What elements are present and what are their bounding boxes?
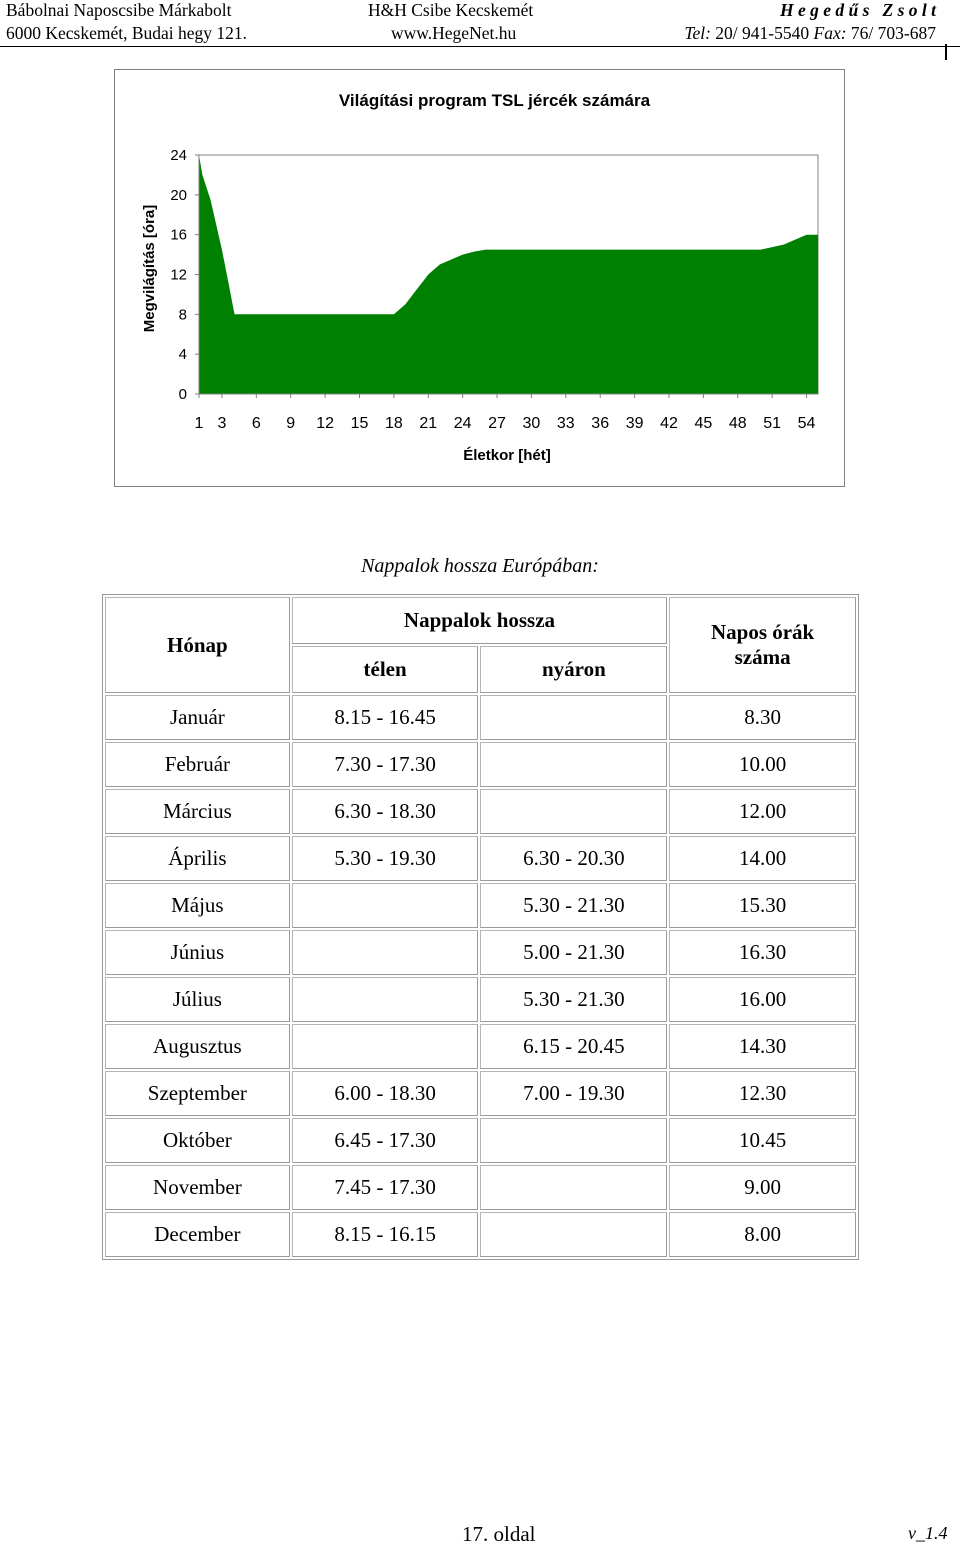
- cell-winter: [292, 883, 479, 928]
- table-row: [105, 883, 856, 928]
- x-tick-label: 12: [316, 415, 334, 432]
- chart-svg: [115, 70, 844, 486]
- x-tick-label: 51: [763, 415, 782, 432]
- cell-winter: 5.30 - 19.30: [292, 836, 479, 881]
- cell-summer: 5.00 - 21.30: [480, 930, 667, 975]
- cell-month: December: [105, 1212, 290, 1257]
- cell-month: Április: [105, 836, 290, 881]
- cell-winter: 6.30 - 18.30: [292, 789, 479, 834]
- cell-hours: 8.00: [669, 1212, 856, 1257]
- contact-line: [684, 23, 936, 43]
- cell-hours: 16.00: [669, 977, 856, 1022]
- cell-summer: [480, 695, 667, 740]
- cell-month: Január: [105, 695, 290, 740]
- cell-winter: [292, 1024, 479, 1069]
- x-tick-label: 27: [488, 415, 506, 432]
- cell-month: Szeptember: [105, 1071, 290, 1116]
- y-tick-label: 4: [178, 346, 187, 364]
- table-body: [105, 695, 856, 1257]
- cell-month: Február: [105, 742, 290, 787]
- header-summer: nyáron: [480, 646, 667, 693]
- table-row: [105, 742, 856, 787]
- header-sunny-hours-line1: Napos órák: [710, 620, 815, 644]
- cell-hours: 9.00: [669, 1165, 856, 1210]
- y-tick-label: 8: [178, 306, 187, 324]
- fax-label: Fax:: [813, 23, 847, 43]
- version-label: v_1.4: [908, 1523, 948, 1543]
- cell-month: Október: [105, 1118, 290, 1163]
- table-row: [105, 1212, 856, 1257]
- cell-summer: 6.15 - 20.45: [480, 1024, 667, 1069]
- table-row: [105, 1024, 856, 1069]
- cell-summer: 5.30 - 21.30: [480, 977, 667, 1022]
- x-tick-label: 9: [286, 415, 296, 432]
- cell-hours: 14.30: [669, 1024, 856, 1069]
- header-day-length: Nappalok hossza: [292, 597, 668, 644]
- company-name: H&H Csibe Kecskemét: [368, 0, 534, 20]
- daylight-table: [102, 594, 859, 1260]
- cell-winter: 7.45 - 17.30: [292, 1165, 479, 1210]
- cell-hours: 8.30: [669, 695, 856, 740]
- cell-summer: [480, 1212, 667, 1257]
- website-link[interactable]: www.HegeNet.hu: [391, 23, 517, 43]
- cell-month: Augusztus: [105, 1024, 290, 1069]
- cell-summer: [480, 1118, 667, 1163]
- lighting-program-chart: [114, 69, 845, 487]
- cell-hours: 14.00: [669, 836, 856, 881]
- cell-hours: 12.30: [669, 1071, 856, 1116]
- page-number: 17. oldal: [462, 1522, 536, 1546]
- table-caption: Nappalok hossza Európában:: [361, 555, 599, 577]
- cell-month: Június: [105, 930, 290, 975]
- table-row: [105, 695, 856, 740]
- tel-label: Tel:: [684, 23, 711, 43]
- cell-winter: 6.00 - 18.30: [292, 1071, 479, 1116]
- x-tick-label: 54: [797, 415, 816, 432]
- x-tick-label: 48: [728, 415, 747, 432]
- x-tick-label: 21: [419, 415, 438, 432]
- header-month: Hónap: [105, 597, 290, 693]
- cell-hours: 10.00: [669, 742, 856, 787]
- y-tick-label: 24: [170, 147, 187, 164]
- x-tick-label: 1: [194, 415, 204, 432]
- cell-summer: 7.00 - 19.30: [480, 1071, 667, 1116]
- cell-summer: 6.30 - 20.30: [480, 836, 667, 881]
- x-tick-label: 15: [350, 415, 369, 432]
- chart-title: Világítási program TSL jércék számára: [338, 91, 651, 110]
- cell-month: Május: [105, 883, 290, 928]
- table-row: [105, 789, 856, 834]
- table-header-row: [105, 597, 856, 644]
- header-divider-tick: [945, 44, 947, 60]
- cell-hours: 15.30: [669, 883, 856, 928]
- x-tick-label: 6: [251, 415, 261, 432]
- header-divider: [0, 46, 960, 47]
- table-row: [105, 1165, 856, 1210]
- y-axis-label: Megvilágítás [óra]: [141, 204, 158, 333]
- y-tick-label: 16: [170, 226, 187, 244]
- fax-number: 76/ 703-687: [850, 23, 936, 43]
- cell-month: Július: [105, 977, 290, 1022]
- cell-winter: 7.30 - 17.30: [292, 742, 479, 787]
- x-axis-label: Életkor [hét]: [463, 447, 551, 464]
- table-row: [105, 977, 856, 1022]
- x-tick-label: 39: [625, 415, 644, 432]
- x-tick-label: 18: [384, 415, 403, 432]
- table-row: [105, 930, 856, 975]
- address: 6000 Kecskemét, Budai hegy 121.: [6, 23, 248, 43]
- shop-name: Bábolnai Naposcsibe Márkabolt: [6, 0, 232, 20]
- tel-number: 20/ 941-5540: [715, 23, 810, 43]
- header-sunny-hours: [669, 597, 856, 693]
- x-tick-label: 24: [453, 415, 472, 432]
- cell-summer: [480, 742, 667, 787]
- cell-winter: 8.15 - 16.45: [292, 695, 479, 740]
- x-tick-label: 3: [217, 415, 227, 432]
- table-row: [105, 836, 856, 881]
- cell-hours: 16.30: [669, 930, 856, 975]
- header-sunny-hours-line2: száma: [734, 645, 791, 669]
- x-tick-label: 36: [591, 415, 610, 432]
- y-tick-label: 0: [178, 386, 187, 403]
- cell-winter: 6.45 - 17.30: [292, 1118, 479, 1163]
- cell-winter: 8.15 - 16.15: [292, 1212, 479, 1257]
- table-row: [105, 1071, 856, 1116]
- cell-hours: 12.00: [669, 789, 856, 834]
- y-tick-label: 20: [170, 186, 187, 204]
- cell-month: November: [105, 1165, 290, 1210]
- x-tick-label: 33: [556, 415, 575, 432]
- x-tick-label: 30: [522, 415, 541, 432]
- cell-summer: 5.30 - 21.30: [480, 883, 667, 928]
- cell-winter: [292, 977, 479, 1022]
- cell-month: Március: [105, 789, 290, 834]
- person-name: H e g e d ű s Z s o l t: [779, 0, 936, 20]
- cell-hours: 10.45: [669, 1118, 856, 1163]
- cell-summer: [480, 1165, 667, 1210]
- x-tick-label: 45: [694, 415, 713, 432]
- header-winter: télen: [292, 646, 479, 693]
- x-tick-label: 42: [660, 415, 678, 432]
- table-row: [105, 1118, 856, 1163]
- cell-winter: [292, 930, 479, 975]
- cell-summer: [480, 789, 667, 834]
- y-tick-label: 12: [170, 266, 187, 284]
